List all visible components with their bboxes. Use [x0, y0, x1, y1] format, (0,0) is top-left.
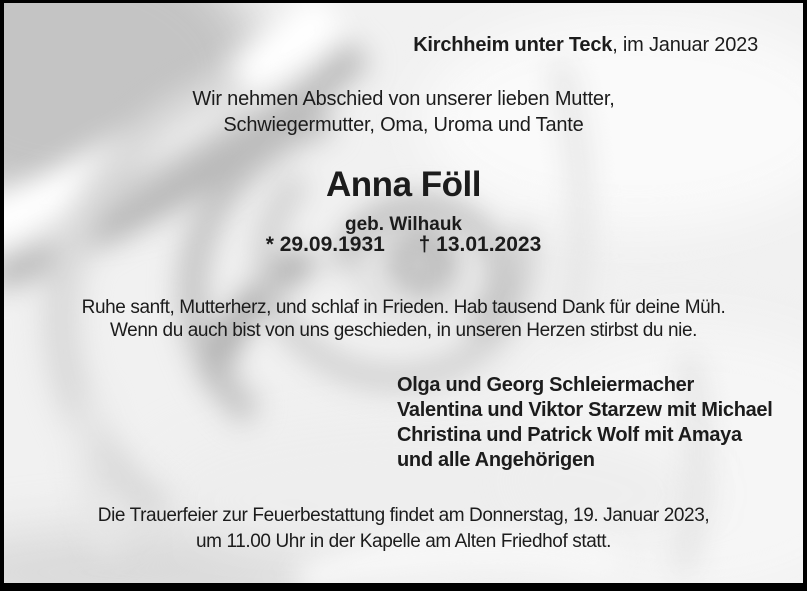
verse-line-2: Wenn du auch bist von uns geschieden, in unseren Herzen stirbst du nie. — [109, 320, 697, 341]
mourners-list — [397, 373, 773, 473]
mourners-line-4: und alle Angehörigen — [397, 449, 595, 471]
mourners-line-3: Christina und Patrick Wolf mit Amaya — [397, 424, 742, 446]
intro-line-1: Wir nehmen Abschied von unserer lieben Mutter, — [192, 88, 615, 110]
dateline — [413, 34, 758, 57]
deceased-name: Anna Föll — [326, 165, 481, 204]
death-date: † 13.01.2023 — [418, 233, 542, 256]
dateline-place: Kirchheim unter Teck — [413, 34, 613, 56]
dateline-date: , im Januar 2023 — [612, 34, 758, 56]
memorial-verse — [4, 296, 803, 342]
mourners-line-1: Olga und Georg Schleiermacher — [397, 374, 694, 396]
birth-date: * 29.09.1931 — [265, 233, 385, 256]
funeral-line-2: um 11.00 Uhr in der Kapelle am Alten Friedhof statt. — [195, 531, 612, 552]
funeral-info — [4, 503, 803, 555]
verse-line-1: Ruhe sanft, Mutterherz, und schlaf in Frieden. Hab tausend Dank für deine Müh. — [81, 297, 726, 318]
funeral-line-1: Die Trauerfeier zur Feuerbestattung findet am Donnerstag, 19. Januar 2023, — [97, 505, 710, 526]
intro-text — [4, 86, 803, 138]
maiden-name: geb. Wilhauk — [344, 214, 462, 235]
mourners-line-2: Valentina und Viktor Starzew mit Michael — [397, 399, 773, 421]
life-dates — [4, 233, 803, 257]
intro-line-2: Schwiegermutter, Oma, Uroma und Tante — [223, 114, 584, 136]
